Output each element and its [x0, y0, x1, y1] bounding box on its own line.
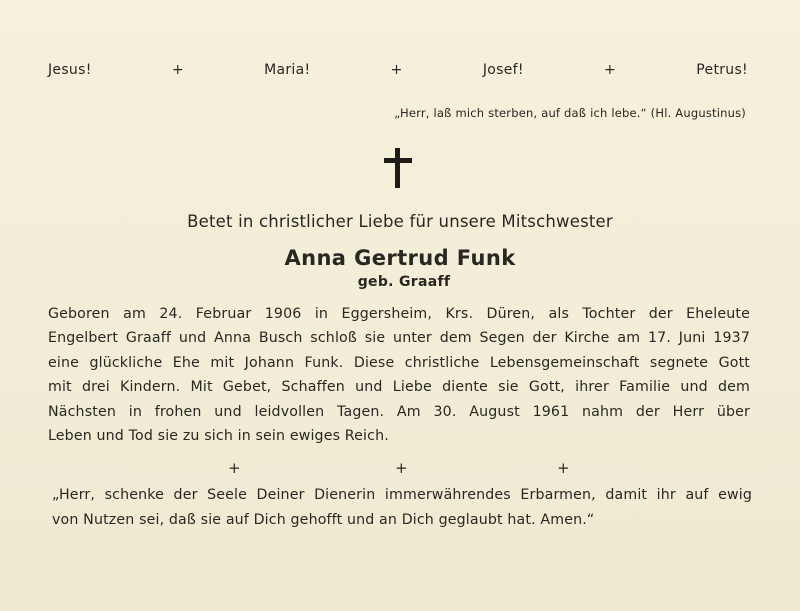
- cross-separator: +: [604, 62, 617, 78]
- small-cross-icon: +: [557, 459, 570, 477]
- invocation-maria: Maria!: [264, 62, 311, 78]
- cross-separator: +: [390, 62, 403, 78]
- prayer-line: von Nutzen sei, daß sie auf Dich gehofft und an Dich geglaubt hat. Amen.“: [52, 511, 595, 528]
- cross-horizontal-bar: [384, 158, 412, 163]
- biography-line: mit drei Kindern. Mit Gebet, Schaffen und Liebe diente sie Gott, ihrer Familie und dem: [48, 379, 750, 396]
- cross-separator: +: [171, 62, 184, 78]
- biography-line: Geboren am 24. Februar 1906 in Eggersheim, Krs. Düren, als Tochter der Eheleute: [48, 306, 750, 322]
- cross-divider: [0, 459, 800, 479]
- cross-vertical-bar: [395, 148, 400, 188]
- closing-prayer: [52, 483, 752, 532]
- biography: [48, 302, 750, 448]
- invocation-jesus: Jesus!: [48, 62, 92, 78]
- invocation-petrus: Petrus!: [696, 62, 748, 78]
- prayer-line: „Herr, schenke der Seele Deiner Dienerin immerwährendes Erbarmen, damit ihr auf ewig: [52, 487, 752, 503]
- deceased-name: Anna Gertrud Funk: [284, 246, 516, 270]
- intro-text: Betet in christlicher Liebe für unsere Mitschwester: [187, 212, 613, 231]
- biography-line: Nächsten in frohen und leidvollen Tagen. Am 30. August 1961 nahm der Herr über: [48, 403, 750, 420]
- invocation-josef: Josef!: [482, 62, 524, 78]
- biography-line: eine glückliche Ehe mit Johann Funk. Diese christliche Lebensgemeinschaft segnete Gott: [48, 354, 750, 371]
- biography-line: Leben und Tod sie zu sich in sein ewiges Reich.: [48, 428, 389, 445]
- maiden-name: geb. Graaff: [357, 274, 451, 290]
- small-cross-icon: +: [228, 459, 241, 477]
- cross-icon: [384, 148, 412, 188]
- invocations-row: [48, 62, 748, 78]
- biography-line: Engelbert Graaff und Anna Busch schloß sie unter dem Segen der Kirche am 17. Juni 1937: [48, 330, 750, 347]
- augustinus-quote: „Herr, laß mich sterben, auf daß ich lebe.“ (Hl. Augustinus): [394, 106, 746, 120]
- small-cross-icon: +: [395, 459, 408, 477]
